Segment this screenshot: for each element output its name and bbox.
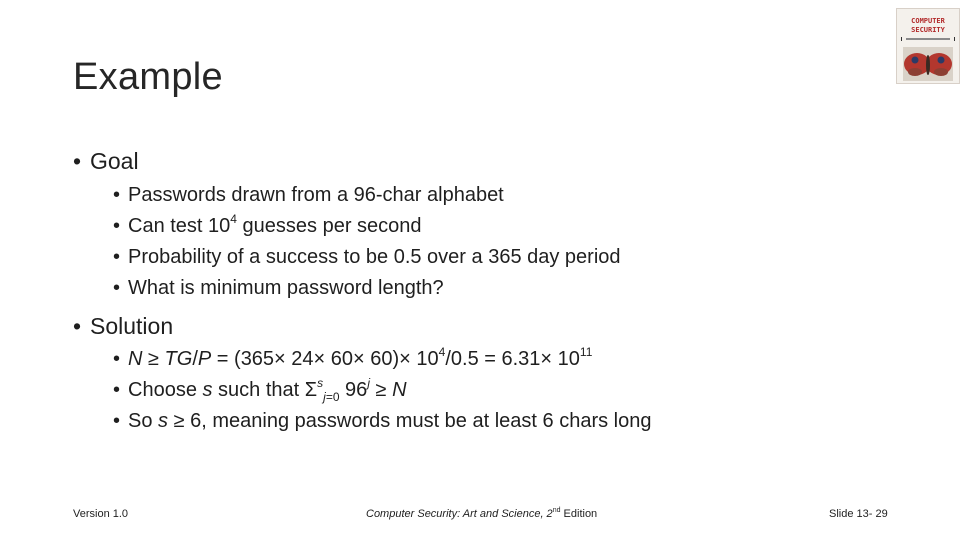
goal-item-text-rest: guesses per second <box>236 215 422 237</box>
book-cover-image <box>896 8 960 84</box>
goal-item-text: What is minimum password length? <box>128 277 444 299</box>
footer-slide-number: Slide 13- 29 <box>829 508 888 520</box>
text: ≥ <box>142 348 165 370</box>
exponent-j: j <box>367 376 370 390</box>
text: /0.5 = 6.31× 10 <box>445 348 580 370</box>
sum-lower-limit <box>323 390 339 404</box>
var-n: N <box>392 379 407 401</box>
solution-heading-row <box>73 313 173 340</box>
bullet: • <box>113 348 121 370</box>
bullet: • <box>113 246 121 268</box>
solution-item-conclusion <box>113 410 651 433</box>
cover-title-line1: COMPUTER <box>911 17 945 25</box>
butterfly-illustration <box>903 47 953 81</box>
goal-item-text: Passwords drawn from a 96-char alphabet <box>128 184 504 206</box>
text: = (365× 24× 60× 60)× 10 <box>211 348 439 370</box>
footer-version: Version 1.0 <box>73 508 129 520</box>
bullet: • <box>73 313 82 339</box>
var-p: P <box>197 348 212 370</box>
text: 96 <box>339 379 368 401</box>
footer-book-title <box>366 508 597 520</box>
text: / <box>192 348 198 370</box>
cover-subtitle-bar <box>901 37 955 41</box>
text: ≥ <box>369 379 393 401</box>
bullet: • <box>113 410 121 432</box>
cover-title-line2: SECURITY <box>911 26 945 34</box>
goal-item-text: Can test 10 <box>128 215 231 237</box>
text: ≥ 6, meaning passwords must be at least 6 chars long <box>168 410 652 432</box>
footer-edition-sup: nd <box>552 507 561 514</box>
goal-item-question <box>113 277 444 300</box>
footer-book-title-text: Computer Security: Art and Science, 2 <box>366 508 553 520</box>
var-s: s <box>158 410 169 432</box>
text: such that Σ <box>212 379 318 401</box>
solution-item-choose-s <box>113 376 407 404</box>
solution-item-formula <box>113 345 593 371</box>
text: Choose <box>128 379 203 401</box>
var-tg: TG <box>164 348 193 370</box>
footer-edition-text: Edition <box>560 508 598 520</box>
exponent: 4 <box>438 345 446 359</box>
bullet: • <box>113 184 121 206</box>
var-s: s <box>202 379 213 401</box>
goal-item-alphabet <box>113 184 504 207</box>
exponent: 11 <box>579 345 593 359</box>
exponent: 4 <box>230 212 237 226</box>
goal-item-text: Probability of a success to be 0.5 over a 365 day period <box>128 246 621 268</box>
text: So <box>128 410 159 432</box>
bullet: • <box>113 277 121 299</box>
var-j: j <box>323 390 326 404</box>
slide-title: Example <box>73 56 223 98</box>
goal-item-probability <box>113 246 621 269</box>
bullet: • <box>113 379 121 401</box>
goal-heading: Goal <box>90 148 139 174</box>
bullet: • <box>113 215 121 237</box>
text: =0 <box>325 390 340 404</box>
sum-upper-limit: s <box>317 376 324 390</box>
goal-heading-row <box>73 148 139 175</box>
var-n: N <box>128 348 143 370</box>
goal-item-guess-rate <box>113 212 422 238</box>
bullet: • <box>73 148 82 174</box>
solution-heading: Solution <box>90 313 174 339</box>
